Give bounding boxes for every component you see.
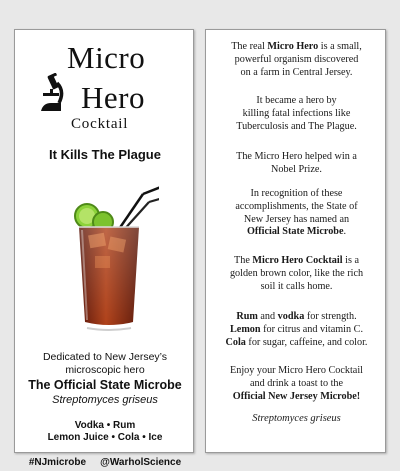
social-handle: @WarholScience	[100, 457, 182, 468]
paragraph-toast: Enjoy your Micro Hero Cocktail and drink a toast to the Official New Jersey Microbe!	[230, 365, 363, 402]
paragraph-recognition: In recognition of these accomplishments, the State of New Jersey has named an Official State Microbe.	[235, 188, 358, 238]
signature-species: Streptomyces griseus	[252, 413, 341, 424]
title-block	[15, 30, 195, 140]
paragraph-ingredients: Rum and vodka for strength. Lemon for citrus and vitamin C. Cola for sugar, caffeine, and color.	[225, 311, 368, 348]
dedication-text	[15, 351, 195, 377]
paragraph-hero: It became a hero by killing fatal infections like Tuberculosis and The Plague.	[236, 95, 357, 132]
title-cocktail: Cocktail	[71, 116, 129, 132]
paragraph-color: The Micro Hero Cocktail is a golden brown color, like the rich soil it calls home.	[229, 255, 364, 292]
front-card	[14, 29, 194, 468]
microscope-icon	[37, 73, 67, 113]
official-nj-microbe-bold: Official New Jersey Microbe!	[232, 390, 361, 402]
title-micro: Micro	[67, 40, 146, 75]
hashtag: #NJmicrobe	[28, 457, 87, 468]
tagline: It Kills The Plague	[49, 147, 161, 162]
social-tags	[15, 457, 195, 468]
dedication-line-1: Dedicated to New Jersey’s	[42, 351, 168, 363]
micro-hero-bold: Micro Hero	[267, 41, 319, 52]
title-hero: Hero	[81, 80, 145, 115]
paragraph-nobel: The Micro Hero helped win a Nobel Prize.	[236, 151, 357, 175]
species-name: Streptomyces griseus	[52, 394, 158, 406]
paragraph-intro: The real Micro Hero is a small, powerful organism discovered on a farm in Central Jersey.	[231, 41, 362, 78]
ingredients-line-2: Lemon Juice • Cola • Ice	[47, 432, 163, 443]
cocktail-glass-image	[59, 172, 159, 332]
back-card	[205, 29, 386, 453]
ingredients-line-1: Vodka • Rum	[74, 420, 136, 431]
micro-hero-cocktail-bold: Micro Hero Cocktail	[252, 255, 343, 266]
official-state-microbe: The Official State Microbe	[28, 378, 182, 392]
dedication-line-2: microscopic hero	[65, 364, 145, 376]
official-state-microbe-bold: Official State Microbe	[246, 226, 344, 238]
